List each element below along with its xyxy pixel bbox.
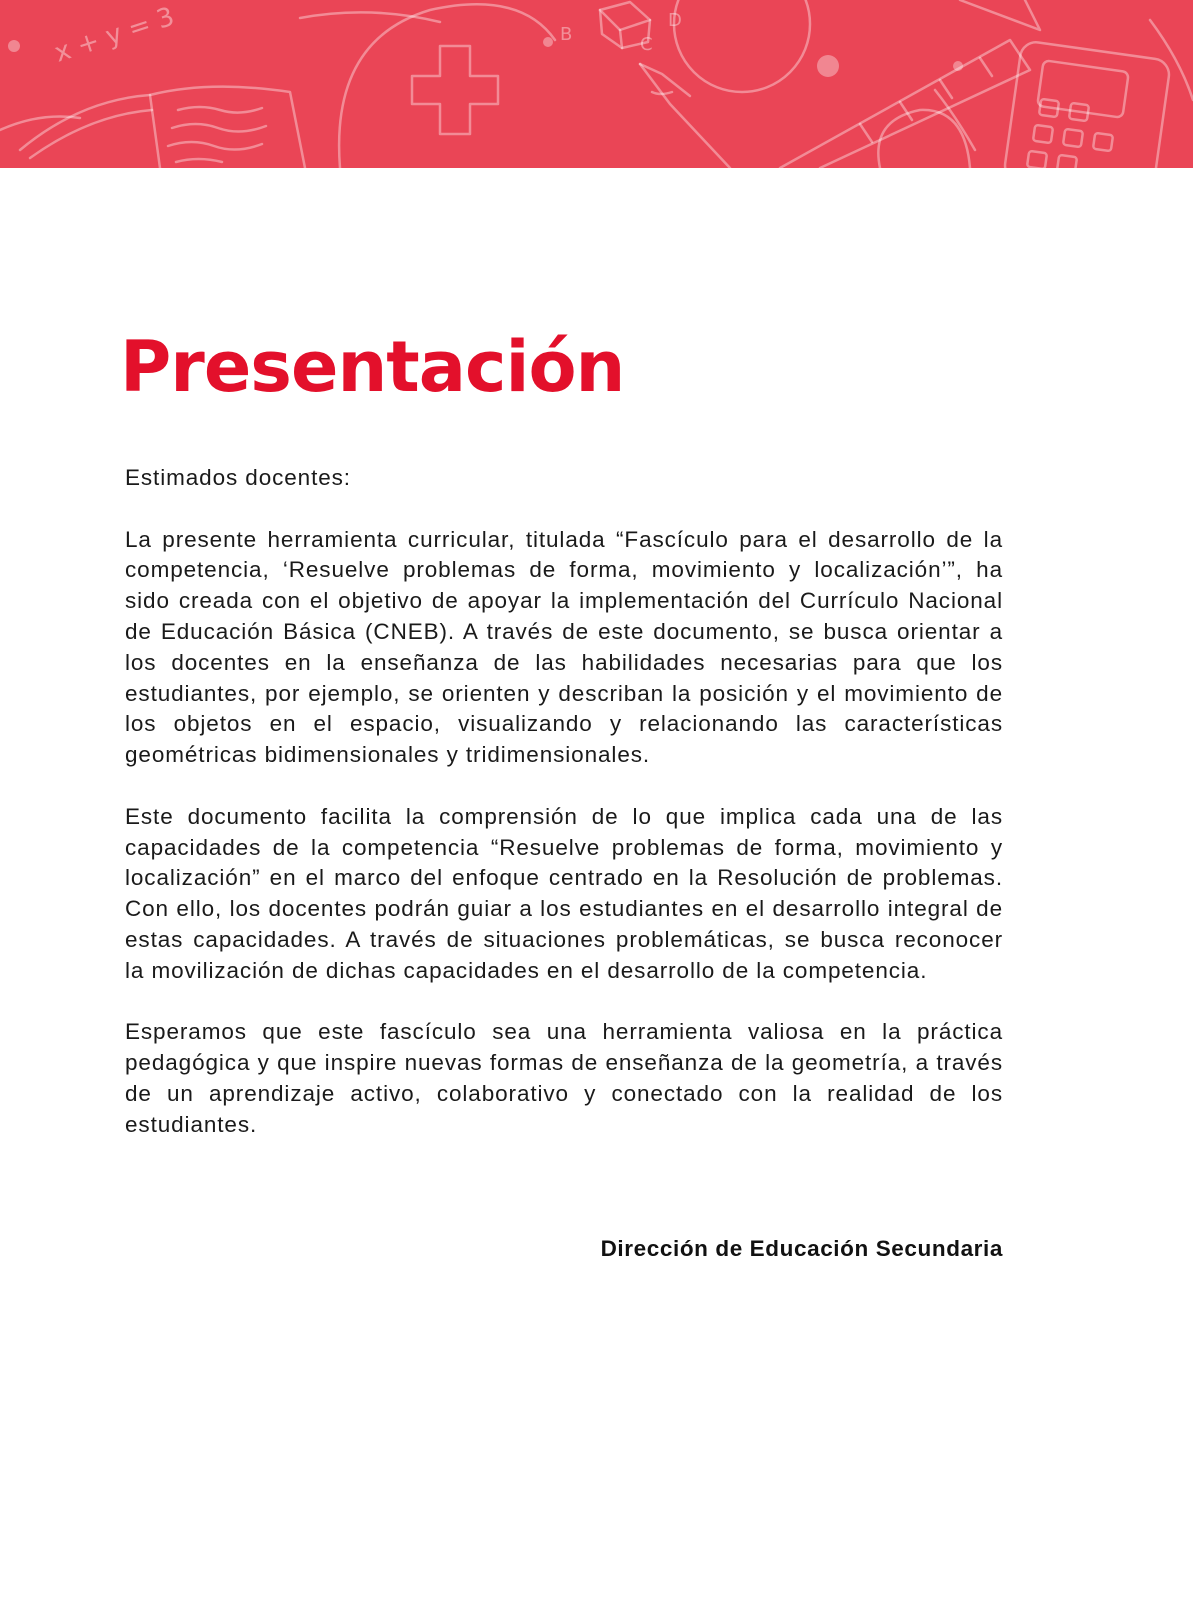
header-banner xyxy=(0,0,1193,168)
letters-doodle xyxy=(560,2,682,55)
ruler-icon xyxy=(780,0,1040,168)
open-book-icon xyxy=(0,87,305,168)
letter-c: C xyxy=(640,34,653,55)
body-text xyxy=(125,463,1003,1171)
pencil-icon xyxy=(640,64,730,168)
letter-b: B xyxy=(560,24,573,45)
signature: Dirección de Educación Secundaria xyxy=(600,1236,1003,1261)
plus-cross-icon xyxy=(300,4,555,168)
page-title: Presentación xyxy=(120,326,625,408)
calculator-icon xyxy=(1003,20,1193,168)
letter-d: D xyxy=(668,10,682,31)
paragraph-3: Esperamos que este fascículo sea una herramienta valiosa en la práctica pedagógica y que inspire nuevas formas de enseñanza de la geometría, a través de un aprendizaje activo, colaborativo y conectado con la realidad de los estudiantes. xyxy=(125,1019,1003,1137)
paragraph-1: La presente herramienta curricular, titulada “Fascículo para el desarrollo de la competencia, ‘Resuelve problemas de forma, movimiento y localización’”, ha sido creada con el objetivo de apoyar la implementación del Currículo Nacional de Educación Básica (CNEB). A través de este documento, se busca orientar a los docentes en la enseñanza de las habilidades necesarias para que los estudiantes, por ejemplo, se orienten y describan la posición y el movimiento de los objetos en el espacio, visualizando y relacionando las características geométricas bidimensionales y tridimensionales. xyxy=(125,526,1003,768)
equation-doodle xyxy=(8,2,178,69)
banner-doodles xyxy=(0,0,1193,168)
paragraph-2: Este documento facilita la comprensión de lo que implica cada una de las capacidades de la competencia “Resuelve problemas de forma, movimiento y localización” en el marco del enfoque centrado en la Resolución de problemas. Con ello, los docentes podrán guiar a los estudiantes en el desarrollo integral de estas capacidades. A través de situaciones problemáticas, se busca reconocer la movilización de dichas capacidades en el desarrollo de la competencia. xyxy=(125,803,1003,983)
equation-text: x + y = 3 xyxy=(50,1,179,69)
greeting: Estimados docentes: xyxy=(125,465,351,490)
